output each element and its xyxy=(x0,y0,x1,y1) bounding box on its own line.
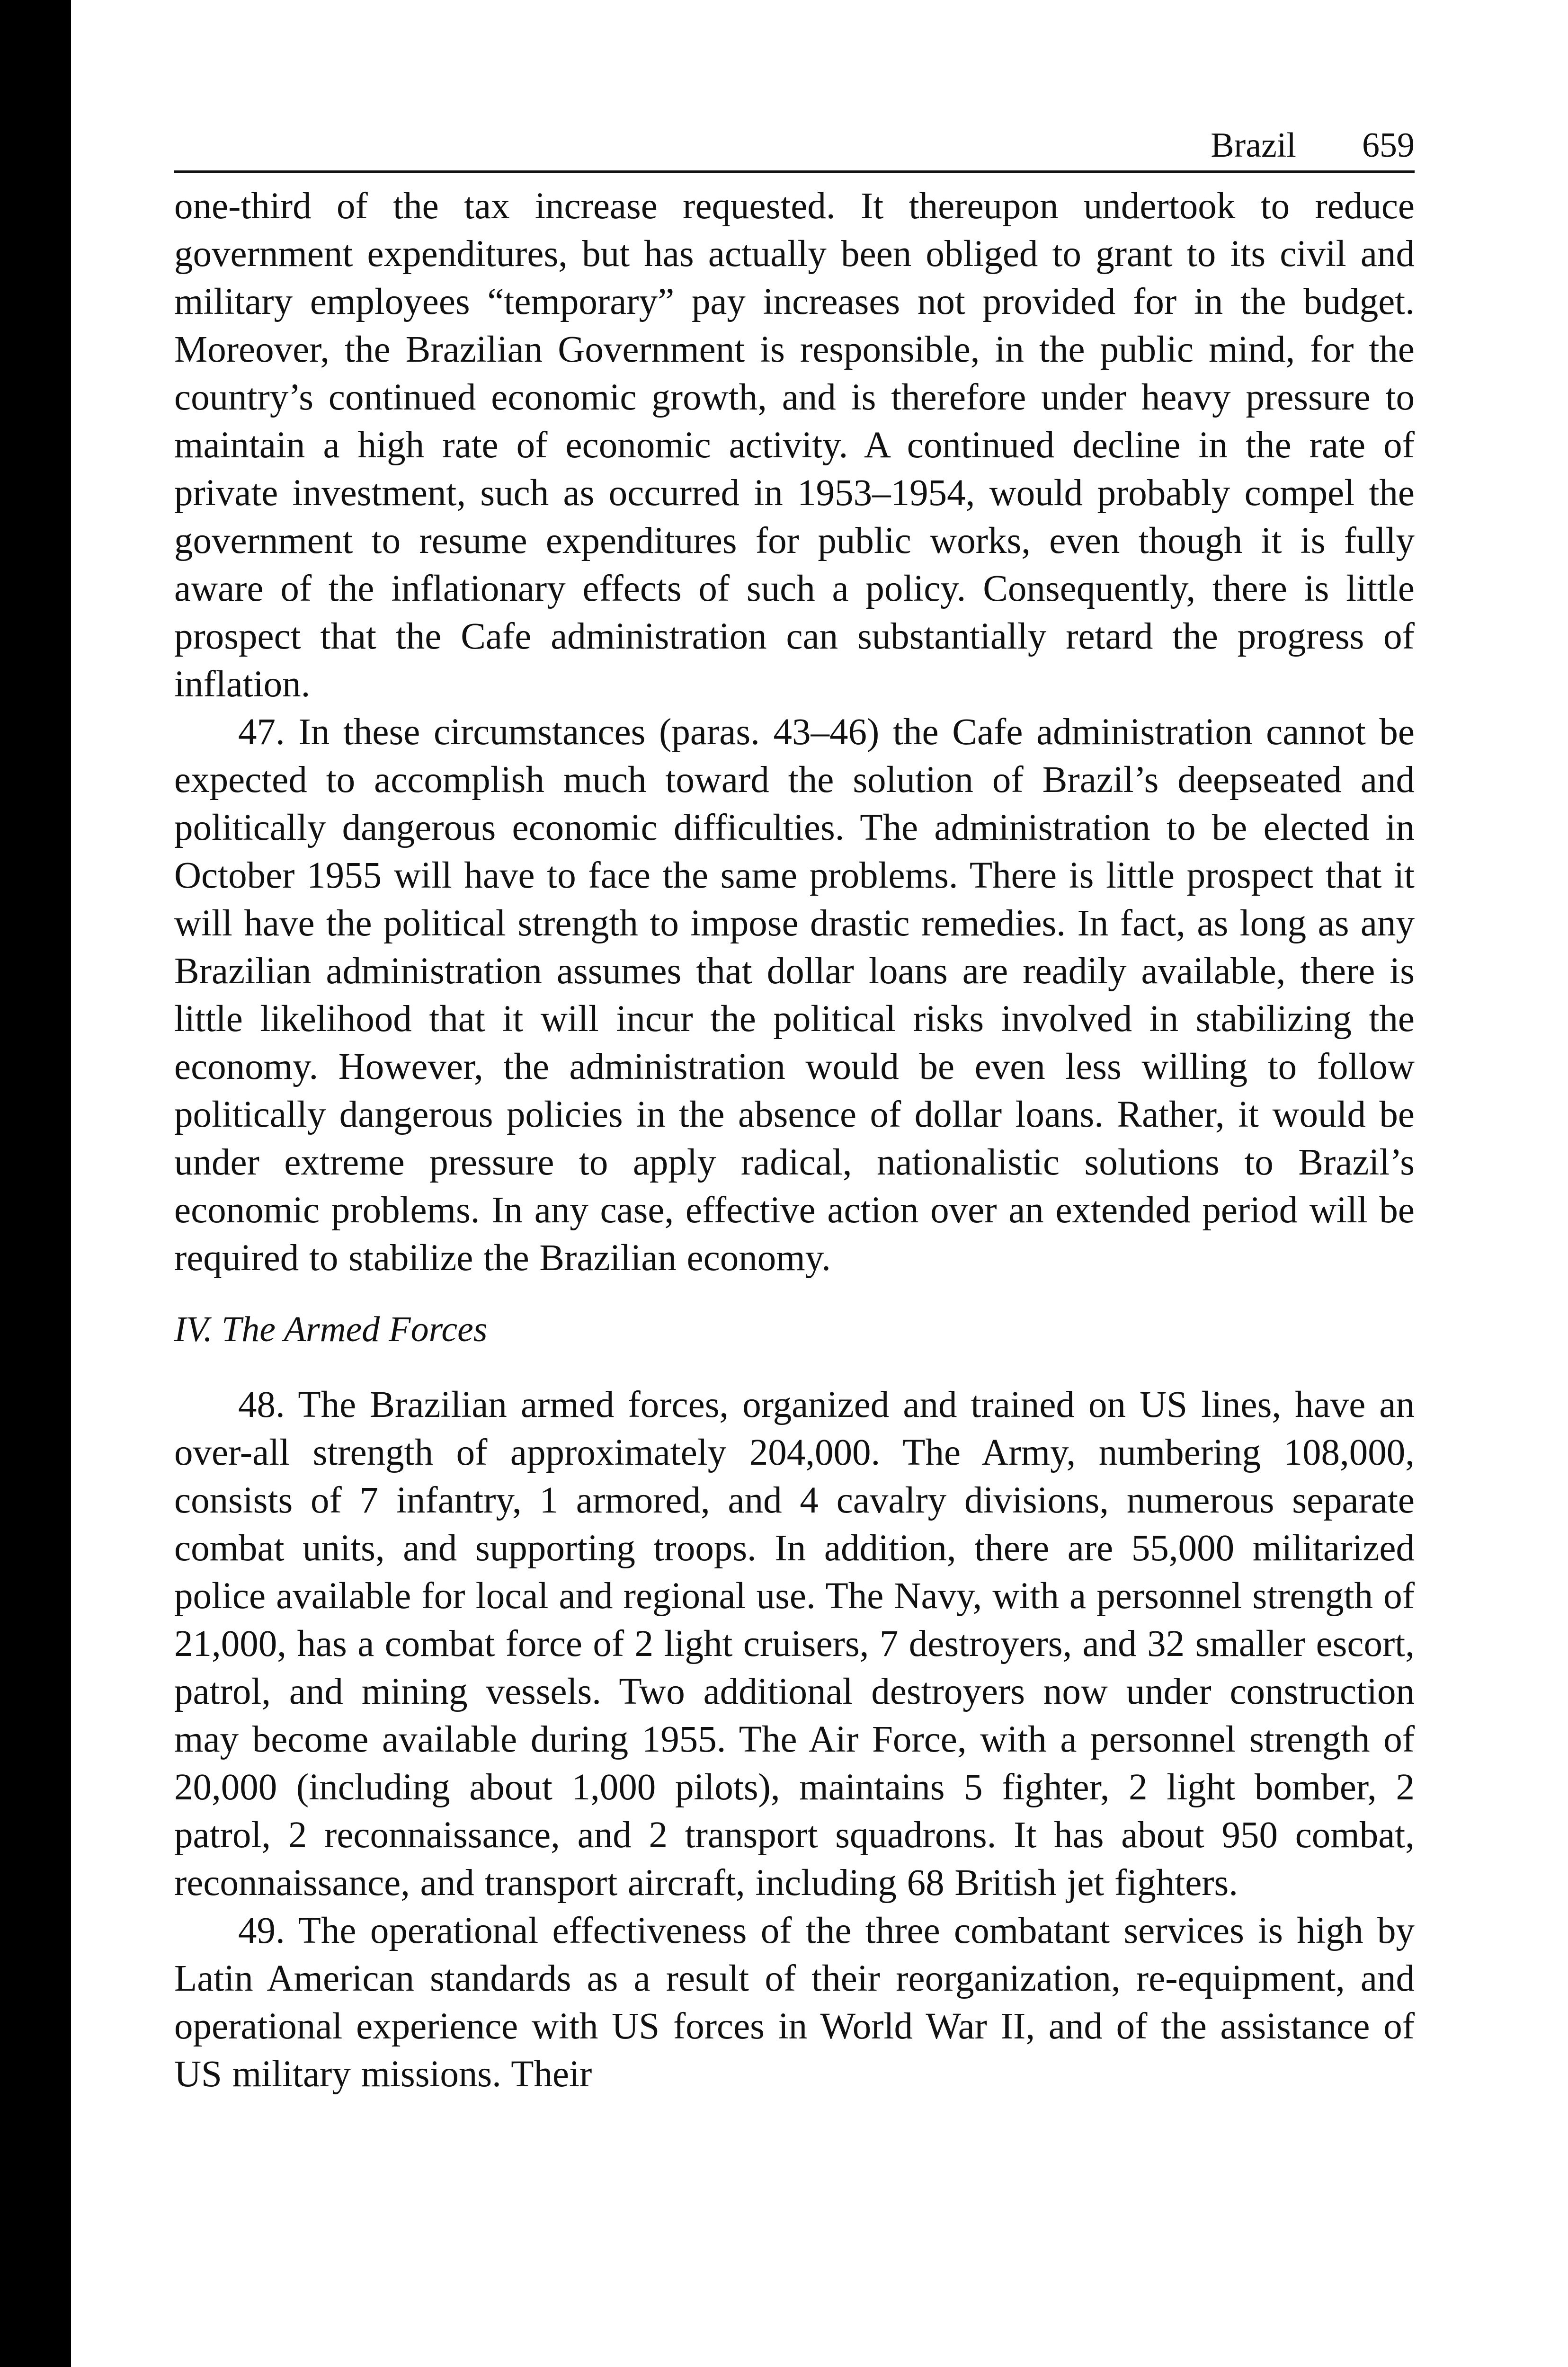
running-head-title: Brazil xyxy=(1211,126,1296,165)
running-head xyxy=(174,118,1415,173)
document-page xyxy=(174,118,1415,2098)
paragraph-continued: one-third of the tax increase requested. It thereupon undertook to reduce government expenditures, but has actually been obliged to grant to its civil and military employees “temporary” pay increases not provided for in the budget. Moreover, the Brazilian Government is responsible, in the public mind, for the country’s continued economic growth, and is therefore under heavy pressure to maintain a high rate of economic activity. A continued decline in the rate of private investment, such as occurred in 1953–1954, would probably compel the government to resume expenditures for public works, even though it is fully aware of the inflationary effects of such a policy. Consequently, there is little prospect that the Cafe administration can substantially retard the progress of inflation. xyxy=(174,186,1415,705)
paragraph-48: 48. The Brazilian armed forces, organized and trained on US lines, have an over-all strength of approximately 204,000. The Army, numbering 108,000, consists of 7 infantry, 1 armored, and 4 cavalry divisions, numerous separate combat units, and supporting troops. In addition, there are 55,000 militarized police available for local and regional use. The Navy, with a personnel strength of 21,000, has a combat force of 2 light cruisers, 7 destroyers, and 32 smaller escort, patrol, and mining vessels. Two additional destroyers now under construction may become available during 1955. The Air Force, with a personnel strength of 20,000 (including about 1,000 pilots), maintains 5 fighter, 2 light bomber, 2 patrol, 2 reconnaissance, and 2 transport squadrons. It has about 950 combat, reconnaissance, and transport aircraft, including 68 British jet fighters. xyxy=(174,1384,1415,1904)
scan-margin-edge xyxy=(0,0,71,2367)
page-number: 659 xyxy=(1362,126,1415,165)
paragraph-49: 49. The operational effectiveness of the three combatant services is high by Latin American standards as a result of their reorganization, re-equipment, and operational experience with US forces in World War II, and of the assistance of US military missions. Their xyxy=(174,1910,1415,2095)
paragraph-47: 47. In these circumstances (paras. 43–46) the Cafe administration cannot be expected to accomplish much toward the solution of Brazil’s deepseated and politically dangerous economic difficulties. The administration to be elected in October 1955 will have to face the same problems. There is little prospect that it will have the political strength to impose drastic remedies. In fact, as long as any Brazilian administration assumes that dollar loans are readily available, there is little likelihood that it will incur the political risks involved in stabilizing the economy. However, the administration would be even less willing to follow politically dangerous policies in the absence of dollar loans. Rather, it would be under extreme pressure to apply radical, nationalistic solutions to Brazil’s economic problems. In any case, effective action over an extended period will be required to stabilize the Brazilian economy. xyxy=(174,712,1415,1279)
section-heading-armed-forces: IV. The Armed Forces xyxy=(174,1309,488,1349)
body-text xyxy=(174,182,1415,2098)
